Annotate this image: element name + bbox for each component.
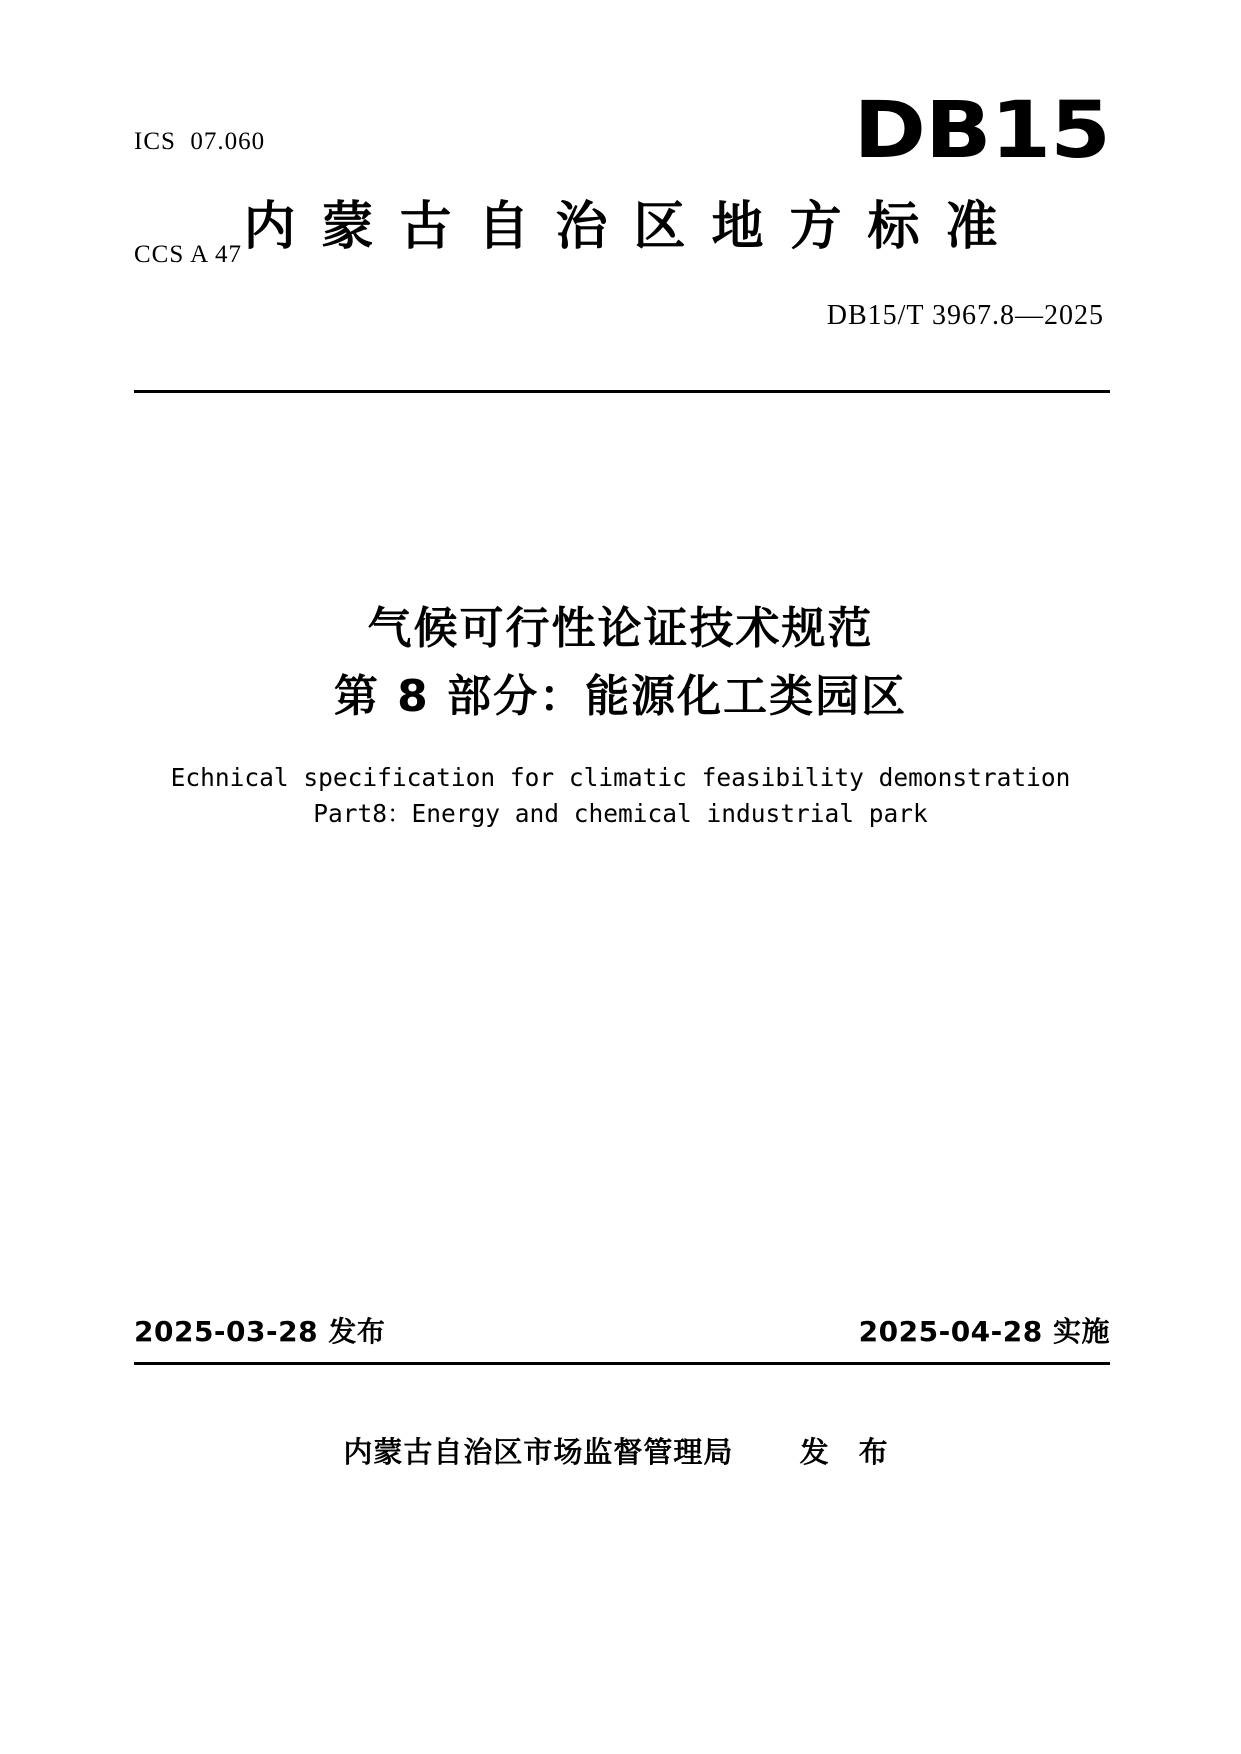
dates-row	[134, 1310, 1110, 1350]
db15-logo: DB15	[853, 86, 1110, 176]
ccs-code: CCS A 47	[134, 240, 243, 268]
footer-divider	[134, 1362, 1110, 1365]
standard-number: DB15/T 3967.8—2025	[826, 300, 1104, 331]
document-title-cn-line2: 第 8 部分：能源化工类园区	[333, 671, 908, 723]
document-title-en	[0, 760, 1241, 831]
implement-date: 2025-04-28 实施	[858, 1315, 1110, 1348]
publisher-row	[0, 1430, 1241, 1471]
document-title-cn	[0, 595, 1241, 731]
publisher-name: 内蒙古自治区市场监督管理局	[343, 1435, 734, 1469]
document-title-en-line1: Echnical specification for climatic feasibility demonstration	[170, 763, 1071, 792]
province-standard-title: 内蒙古自治区地方标准	[243, 197, 1024, 257]
document-title-en-line2: Part8：Energy and chemical industrial park	[313, 798, 928, 828]
issue-date: 2025-03-28 发布	[134, 1315, 386, 1348]
ics-code: ICS 07.060	[134, 128, 266, 155]
document-title-cn-line1: 气候可行性论证技术规范	[367, 603, 874, 654]
publisher-action: 发 布	[799, 1435, 898, 1469]
header-divider	[134, 390, 1110, 393]
